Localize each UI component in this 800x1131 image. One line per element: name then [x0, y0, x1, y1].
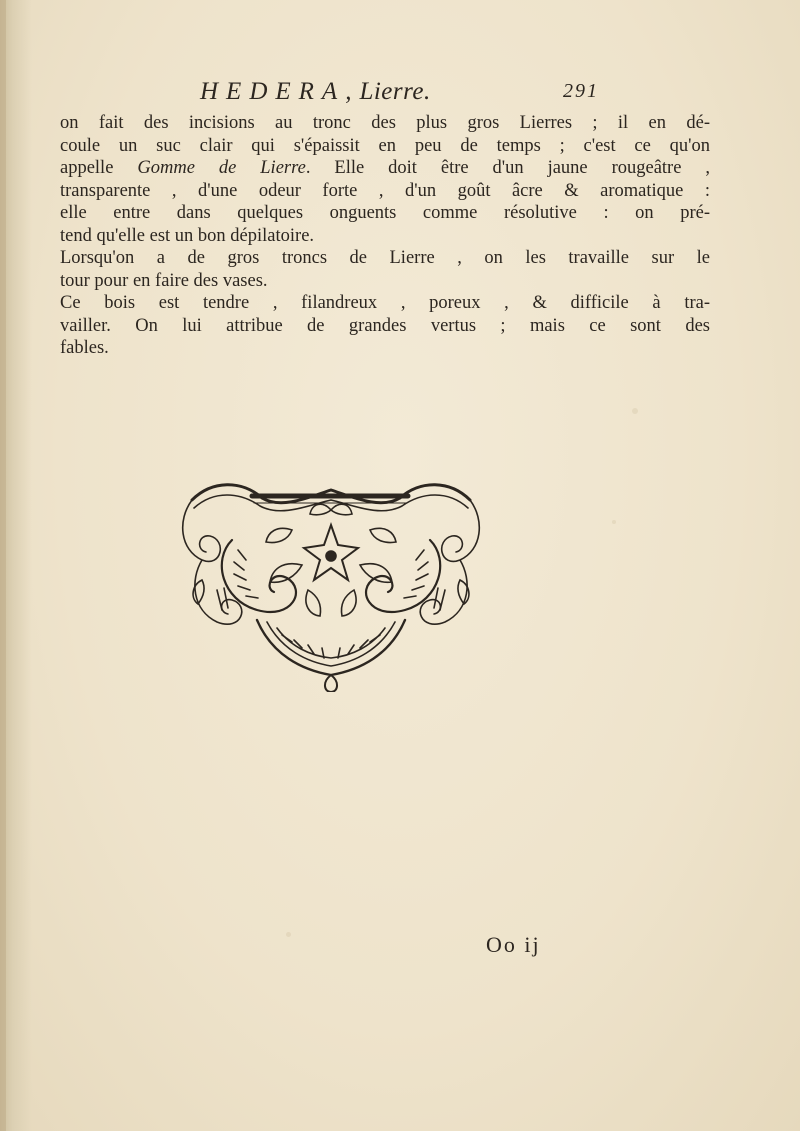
text-line: Ce bois est tendre , filandreux , poreux , & difficile à tra- — [60, 293, 710, 313]
tailpiece-ornament-icon — [172, 470, 490, 692]
page-edge — [0, 0, 6, 1131]
text-line: elle entre dans quelques onguents comme résolutive : on pré- — [60, 203, 710, 223]
running-header — [200, 78, 610, 114]
text-run: . Elle doit être d'un jaune rougeâtre , — [305, 158, 710, 178]
text-line: tour pour en faire des vases. — [60, 270, 268, 291]
text-line: Lorsqu'on a de gros troncs de Lierre , on les travaille sur le — [60, 248, 710, 268]
text-line: transparente , d'une odeur forte , d'un goût âcre & aromatique : — [60, 180, 710, 201]
text-line: on fait des incisions au tronc des plus gros Lierres ; il en dé- — [60, 113, 710, 133]
body-text — [60, 112, 710, 360]
signature-mark: Oo ij — [486, 932, 541, 957]
text-line: fables. — [60, 338, 109, 358]
page-number: 291 — [563, 80, 599, 102]
text-line: tend qu'elle est un bon dépilatoire. — [60, 225, 315, 246]
text-line — [60, 157, 710, 180]
running-title-common: Lierre. — [359, 78, 431, 105]
foxing-spot — [612, 520, 616, 524]
text-line: vailler. On lui attribue de grandes vertus ; mais ce sont des — [60, 315, 710, 336]
running-title — [200, 78, 431, 106]
italic-term: Gomme de Lierre — [137, 158, 306, 178]
text-run: appelle — [60, 158, 114, 178]
running-title-separator: , — [345, 78, 352, 105]
text-line: coule un suc clair qui s'épaissit en peu de temps ; c'est ce qu'on — [60, 135, 710, 156]
foxing-spot — [632, 408, 638, 414]
foxing-spot — [286, 932, 291, 937]
running-title-latin: HEDERA — [200, 78, 346, 105]
